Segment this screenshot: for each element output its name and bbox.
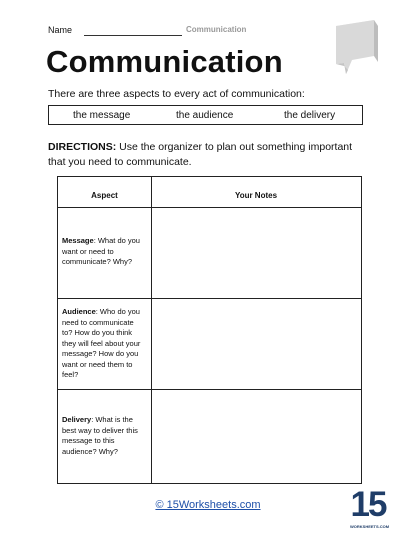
cell-term: Delivery bbox=[62, 415, 92, 424]
aspect-audience: the audience bbox=[176, 110, 234, 121]
directions-label: DIRECTIONS: bbox=[48, 141, 117, 153]
name-label: Name bbox=[48, 25, 73, 35]
header-aspect: Aspect bbox=[91, 191, 118, 200]
directions-body: Use the organizer to plan out something important that you need to communicate. bbox=[48, 141, 353, 168]
cell-term: Audience bbox=[62, 307, 96, 316]
logo-number: 15 bbox=[350, 485, 386, 524]
aspect-cell-delivery bbox=[62, 415, 146, 457]
worksheets-logo bbox=[350, 485, 390, 532]
organizer-table bbox=[57, 176, 362, 484]
page-title: Communication bbox=[46, 44, 283, 79]
header-your-notes: Your Notes bbox=[234, 191, 278, 200]
column-divider bbox=[151, 177, 152, 483]
footer-link[interactable]: © 15Worksheets.com bbox=[155, 499, 261, 511]
directions-text bbox=[48, 140, 368, 170]
row-divider bbox=[58, 207, 361, 208]
cell-term: Message bbox=[62, 236, 94, 245]
cell-prompt: : What is the best way to deliver this message to this audience? Why? bbox=[62, 415, 138, 456]
name-line[interactable] bbox=[84, 35, 182, 36]
aspects-box bbox=[48, 105, 363, 125]
logo-text: WORKSHEETS.COM bbox=[350, 524, 390, 529]
row-divider bbox=[58, 298, 361, 299]
cell-prompt: : What do you want or need to communicate? Why? bbox=[62, 236, 140, 266]
topic-label: Communication bbox=[186, 25, 247, 34]
aspect-cell-message bbox=[62, 236, 146, 268]
speech-bubble-icon bbox=[322, 18, 382, 84]
row-divider bbox=[58, 389, 361, 390]
aspect-cell-audience bbox=[62, 307, 146, 381]
cell-prompt: : Who do you need to communicate to? How do you think they will feel about your message? How do you want or need them to feel? bbox=[62, 307, 141, 379]
aspect-message: the message bbox=[73, 110, 131, 121]
aspect-delivery: the delivery bbox=[284, 110, 336, 121]
intro-text: There are three aspects to every act of communication: bbox=[48, 88, 305, 100]
